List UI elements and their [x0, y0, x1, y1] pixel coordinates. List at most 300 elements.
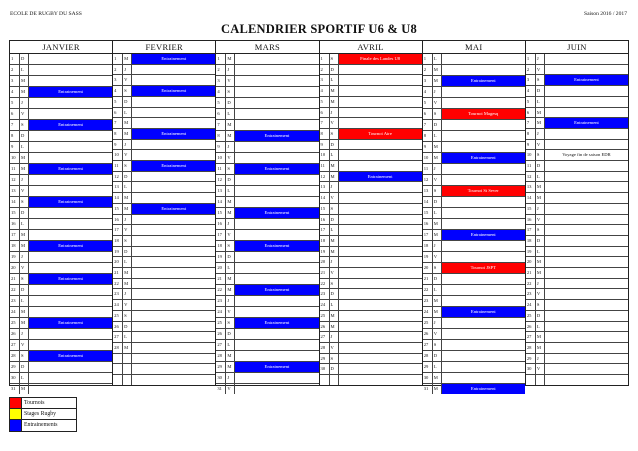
day-number: 19 — [423, 252, 433, 262]
day-letter: L — [20, 296, 29, 306]
day-letter: L — [330, 75, 339, 85]
day-number: 13 — [216, 186, 226, 196]
day-letter: M — [123, 343, 132, 353]
day-row — [526, 75, 628, 86]
legend-swatch — [10, 409, 22, 419]
day-number: 7 — [216, 120, 226, 130]
day-letter: V — [536, 364, 545, 374]
day-event — [442, 197, 525, 207]
day-event — [132, 268, 215, 278]
day-row — [320, 118, 422, 129]
month-mai — [422, 41, 525, 391]
day-row — [113, 129, 215, 140]
day-event — [442, 54, 525, 64]
day-letter: L — [123, 332, 132, 342]
day-event: Entrainement — [29, 241, 112, 251]
day-letter: M — [330, 311, 339, 321]
day-letter: M — [330, 97, 339, 107]
day-row — [10, 362, 112, 373]
day-row — [526, 140, 628, 151]
day-row — [216, 362, 318, 373]
day-letter: L — [20, 373, 29, 383]
day-number: 26 — [113, 322, 123, 332]
legend-swatch — [10, 398, 22, 408]
day-event — [545, 161, 628, 171]
day-row — [320, 97, 422, 108]
day-letter: S — [330, 204, 339, 214]
day-event — [132, 364, 215, 374]
day-row — [10, 142, 112, 153]
day-event — [235, 252, 318, 262]
day-row — [423, 76, 525, 87]
day-event — [29, 340, 112, 350]
day-number: 5 — [320, 97, 330, 107]
day-letter: S — [20, 351, 29, 361]
day-event: Tournoi Magesq — [442, 109, 525, 119]
day-event — [339, 257, 422, 267]
day-event — [442, 87, 525, 97]
day-number: 1 — [320, 54, 330, 64]
day-letter: J — [226, 296, 235, 306]
day-row — [423, 252, 525, 263]
day-number: 12 — [320, 172, 330, 182]
day-row — [10, 76, 112, 87]
day-number: 13 — [526, 182, 536, 192]
day-number: 3 — [423, 76, 433, 86]
day-number — [113, 364, 123, 374]
day-number: 19 — [526, 247, 536, 257]
day-letter: J — [433, 241, 442, 251]
day-number: 12 — [10, 175, 20, 185]
day-letter: J — [123, 215, 132, 225]
day-event — [132, 257, 215, 267]
day-event — [339, 161, 422, 171]
day-row — [423, 318, 525, 329]
day-event — [545, 279, 628, 289]
day-letter: L — [433, 54, 442, 64]
month-header: MARS — [216, 41, 318, 54]
day-letter: V — [123, 225, 132, 235]
day-row — [216, 318, 318, 329]
day-event — [29, 285, 112, 295]
day-event — [545, 140, 628, 150]
day-event — [29, 296, 112, 306]
day-number: 14 — [423, 197, 433, 207]
day-number: 25 — [216, 318, 226, 328]
day-event — [29, 98, 112, 108]
day-event — [442, 373, 525, 383]
day-letter: M — [433, 307, 442, 317]
legend — [9, 397, 77, 432]
day-row — [320, 225, 422, 236]
day-event — [339, 150, 422, 160]
day-row — [216, 54, 318, 65]
day-letter: S — [226, 87, 235, 97]
day-number: 27 — [216, 340, 226, 350]
day-letter: M — [123, 193, 132, 203]
day-event — [545, 311, 628, 321]
day-number: 6 — [526, 108, 536, 118]
day-row — [113, 289, 215, 300]
day-event: Entrainement — [29, 120, 112, 130]
day-letter: J — [433, 164, 442, 174]
day-number: 17 — [216, 230, 226, 240]
month-header: MAI — [423, 41, 525, 54]
day-row — [10, 54, 112, 65]
day-number: 18 — [113, 236, 123, 246]
day-row — [10, 208, 112, 219]
day-letter: V — [330, 118, 339, 128]
day-number: 20 — [526, 257, 536, 267]
day-row — [113, 150, 215, 161]
day-letter: V — [536, 140, 545, 150]
day-event — [235, 76, 318, 86]
day-row — [216, 230, 318, 241]
day-number: 20 — [10, 263, 20, 273]
day-row — [320, 311, 422, 322]
day-event: Finale des Landes U8 — [339, 54, 422, 64]
day-number: 11 — [10, 164, 20, 174]
day-row — [320, 354, 422, 365]
day-row — [526, 118, 628, 129]
day-letter: L — [433, 131, 442, 141]
day-row — [216, 208, 318, 219]
day-number: 3 — [320, 75, 330, 85]
day-event — [132, 65, 215, 75]
day-row — [423, 186, 525, 197]
day-number: 16 — [526, 215, 536, 225]
day-number: 28 — [320, 343, 330, 353]
day-row — [320, 140, 422, 151]
day-row — [216, 76, 318, 87]
day-row — [423, 87, 525, 98]
day-event: Entrainement — [545, 75, 628, 85]
day-number: 13 — [113, 182, 123, 192]
day-number: 13 — [10, 186, 20, 196]
day-letter: J — [20, 252, 29, 262]
day-row — [423, 362, 525, 373]
day-number: 9 — [216, 142, 226, 152]
day-row — [10, 120, 112, 131]
day-row — [320, 86, 422, 97]
day-letter: J — [226, 219, 235, 229]
day-row — [320, 75, 422, 86]
day-letter: S — [536, 225, 545, 235]
day-letter: V — [536, 289, 545, 299]
day-event — [29, 384, 112, 394]
day-letter: J — [123, 289, 132, 299]
day-event — [339, 182, 422, 192]
day-number — [320, 375, 330, 385]
day-letter: V — [123, 300, 132, 310]
day-number: 15 — [113, 204, 123, 214]
day-letter: J — [20, 98, 29, 108]
day-row — [526, 354, 628, 365]
day-number: 27 — [113, 332, 123, 342]
day-number: 20 — [423, 263, 433, 273]
day-row — [423, 274, 525, 285]
day-row — [113, 257, 215, 268]
day-letter: L — [123, 182, 132, 192]
day-number: 1 — [10, 54, 20, 64]
day-event — [442, 296, 525, 306]
club-name: ECOLE DE RUGBY DU SASS — [10, 11, 82, 17]
day-row — [320, 279, 422, 290]
day-event — [339, 322, 422, 332]
day-number: 27 — [320, 332, 330, 342]
day-letter: M — [20, 318, 29, 328]
day-letter: J — [330, 332, 339, 342]
day-letter: V — [123, 150, 132, 160]
day-number: 26 — [10, 329, 20, 339]
day-row — [113, 193, 215, 204]
day-letter: J — [123, 65, 132, 75]
day-event — [339, 140, 422, 150]
day-letter: V — [330, 268, 339, 278]
day-letter: S — [330, 129, 339, 139]
day-letter: V — [226, 307, 235, 317]
day-letter: D — [226, 329, 235, 339]
day-event — [132, 215, 215, 225]
day-event: Entrainement — [235, 241, 318, 251]
day-letter: J — [226, 65, 235, 75]
day-letter: J — [536, 354, 545, 364]
day-letter: M — [536, 268, 545, 278]
day-letter: M — [433, 373, 442, 383]
day-number: 24 — [10, 307, 20, 317]
day-number: 2 — [113, 65, 123, 75]
day-event — [545, 193, 628, 203]
legend-swatch — [10, 420, 22, 431]
day-row — [526, 215, 628, 226]
day-row — [10, 241, 112, 252]
day-event: Entrainement — [29, 164, 112, 174]
day-event: Entrainement — [29, 318, 112, 328]
day-row — [320, 108, 422, 119]
day-number: 21 — [216, 274, 226, 284]
day-event — [235, 340, 318, 350]
legend-item — [10, 398, 76, 409]
day-row — [113, 279, 215, 290]
day-row — [216, 373, 318, 384]
day-letter: M — [330, 247, 339, 257]
day-row — [10, 153, 112, 164]
day-number: 4 — [10, 87, 20, 97]
day-row — [423, 153, 525, 164]
day-event: Entrainement — [545, 118, 628, 128]
day-number: 30 — [10, 373, 20, 383]
day-event — [339, 215, 422, 225]
day-number: 19 — [320, 247, 330, 257]
day-number: 1 — [423, 54, 433, 64]
day-number: 23 — [526, 289, 536, 299]
day-row — [216, 87, 318, 98]
day-event — [132, 375, 215, 385]
day-event: Tournoi St Sever — [442, 186, 525, 196]
day-letter: V — [433, 329, 442, 339]
day-letter: V — [123, 75, 132, 85]
day-letter: M — [226, 54, 235, 64]
day-number: 3 — [216, 76, 226, 86]
day-row — [216, 65, 318, 76]
day-letter: M — [123, 204, 132, 214]
day-event — [235, 54, 318, 64]
day-event: Entrainement — [29, 351, 112, 361]
day-row — [216, 252, 318, 263]
day-event — [29, 175, 112, 185]
day-letter: J — [330, 108, 339, 118]
month-mars — [215, 41, 318, 391]
day-row — [216, 98, 318, 109]
day-row — [526, 129, 628, 140]
day-row — [320, 300, 422, 311]
day-row — [423, 340, 525, 351]
day-letter: J — [536, 54, 545, 64]
day-row — [526, 193, 628, 204]
day-row — [423, 65, 525, 76]
day-row — [423, 384, 525, 394]
day-row — [113, 343, 215, 354]
day-letter: S — [330, 279, 339, 289]
day-event — [235, 263, 318, 273]
day-number: 22 — [320, 279, 330, 289]
day-event — [339, 225, 422, 235]
day-event — [339, 364, 422, 374]
day-number: 12 — [526, 172, 536, 182]
day-number: 9 — [423, 142, 433, 152]
day-row — [320, 247, 422, 258]
day-letter: S — [226, 164, 235, 174]
day-letter: S — [123, 86, 132, 96]
day-letter: D — [536, 86, 545, 96]
day-row — [10, 109, 112, 120]
day-letter: S — [536, 150, 545, 160]
day-event — [29, 186, 112, 196]
day-event — [29, 230, 112, 240]
day-row — [320, 172, 422, 183]
day-row — [10, 340, 112, 351]
day-row — [320, 54, 422, 65]
day-event — [132, 236, 215, 246]
day-letter: S — [536, 300, 545, 310]
day-number: 3 — [113, 75, 123, 85]
day-event — [235, 296, 318, 306]
day-row — [423, 329, 525, 340]
day-letter: D — [433, 197, 442, 207]
day-event — [545, 182, 628, 192]
day-row — [526, 332, 628, 343]
day-row — [10, 197, 112, 208]
day-row — [113, 375, 215, 385]
day-number: 26 — [320, 322, 330, 332]
day-event — [442, 131, 525, 141]
day-letter: M — [20, 164, 29, 174]
day-event — [132, 332, 215, 342]
day-number: 9 — [320, 140, 330, 150]
day-number: 8 — [526, 129, 536, 139]
day-event — [29, 153, 112, 163]
day-number: 4 — [216, 87, 226, 97]
day-number: 17 — [113, 225, 123, 235]
day-number: 30 — [216, 373, 226, 383]
day-event — [442, 164, 525, 174]
day-row — [216, 351, 318, 362]
day-letter: L — [226, 263, 235, 273]
day-event — [132, 193, 215, 203]
day-letter: L — [226, 109, 235, 119]
day-letter: L — [226, 340, 235, 350]
month-header: AVRIL — [320, 41, 422, 54]
day-number: 11 — [320, 161, 330, 171]
month-juin — [525, 41, 628, 385]
day-row — [526, 204, 628, 215]
day-number: 31 — [423, 384, 433, 394]
day-letter — [330, 375, 339, 385]
day-event — [545, 364, 628, 374]
day-row — [526, 86, 628, 97]
day-letter: D — [433, 274, 442, 284]
day-event — [235, 175, 318, 185]
day-number: 15 — [10, 208, 20, 218]
day-row — [423, 109, 525, 120]
day-letter: M — [433, 142, 442, 152]
day-letter: S — [123, 236, 132, 246]
day-event — [235, 351, 318, 361]
day-letter — [123, 354, 132, 364]
day-row — [113, 268, 215, 279]
day-number: 2 — [526, 65, 536, 75]
day-event — [545, 54, 628, 64]
day-number: 16 — [423, 219, 433, 229]
day-event — [132, 108, 215, 118]
day-number: 8 — [216, 131, 226, 141]
day-event: Entrainement — [442, 153, 525, 163]
day-row — [216, 329, 318, 340]
day-event — [442, 340, 525, 350]
day-number: 1 — [526, 54, 536, 64]
day-number: 15 — [320, 204, 330, 214]
day-event — [339, 65, 422, 75]
day-row — [10, 307, 112, 318]
day-number: 9 — [10, 142, 20, 152]
day-letter: D — [536, 161, 545, 171]
day-row — [113, 75, 215, 86]
day-event — [339, 97, 422, 107]
day-number: 12 — [423, 175, 433, 185]
day-number: 7 — [423, 120, 433, 130]
day-row — [113, 108, 215, 119]
day-letter: L — [433, 285, 442, 295]
day-number: 25 — [526, 311, 536, 321]
day-event — [235, 87, 318, 97]
day-number: 30 — [526, 364, 536, 374]
day-number: 16 — [10, 219, 20, 229]
day-event: Entrainement — [339, 172, 422, 182]
day-letter: M — [433, 153, 442, 163]
day-row — [526, 268, 628, 279]
day-letter: M — [226, 197, 235, 207]
day-event — [235, 120, 318, 130]
day-event — [339, 247, 422, 257]
day-row — [113, 364, 215, 375]
day-letter: L — [226, 186, 235, 196]
day-number: 18 — [216, 241, 226, 251]
month-header: FEVRIER — [113, 41, 215, 54]
day-letter: V — [536, 215, 545, 225]
day-number: 24 — [526, 300, 536, 310]
day-letter: L — [330, 225, 339, 235]
day-row — [320, 129, 422, 140]
